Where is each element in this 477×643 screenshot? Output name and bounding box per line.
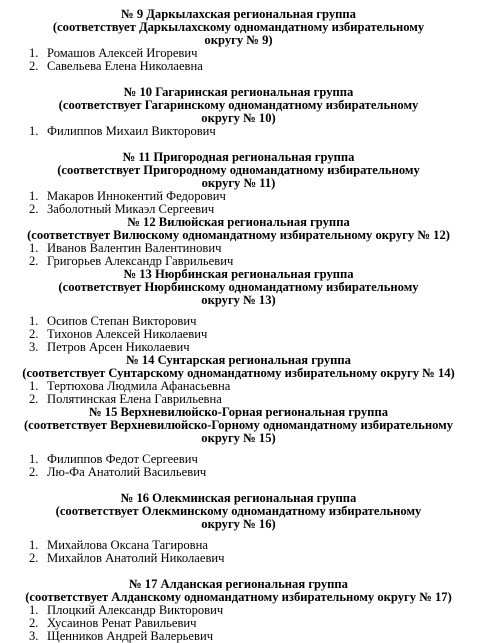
member-name: Ромашов Алексей Игоревич [47, 46, 198, 60]
regional-group-14 [0, 354, 477, 406]
member-name: Иванов Валентин Валентинович [47, 241, 222, 255]
member-name: Макаров Иннокентий Федорович [47, 189, 226, 203]
list-number: 1. [29, 603, 39, 617]
group-heading [0, 354, 477, 380]
group-subtitle: округу № 16) [201, 517, 276, 531]
member-name: Михайлов Анатолий Николаевич [47, 551, 225, 565]
group-title: № 14 Сунтарская региональная группа [126, 353, 351, 367]
group-title: № 9 Даркылахская региональная группа [121, 7, 356, 21]
member-name: Плоцкий Александр Викторович [47, 603, 224, 617]
list-number: 3. [29, 629, 39, 643]
list-number: 2. [29, 327, 39, 341]
group-subtitle: округу № 11) [201, 176, 276, 190]
list-number: 1. [29, 241, 39, 255]
group-subtitle: (соответствует Нюрбинскому одномандатному избирательному [58, 280, 419, 294]
list-number: 2. [29, 465, 39, 479]
list-item [0, 630, 477, 643]
member-name: Савельева Елена Николаевна [47, 59, 203, 73]
list-number: 3. [29, 340, 39, 354]
group-heading [0, 578, 477, 604]
member-list [0, 47, 477, 73]
group-subtitle: (соответствует Вилюскому одномандатному избирательному округу № 12) [27, 228, 450, 242]
group-subtitle: (соответствует Олекминскому одномандатному избирательному [55, 504, 422, 518]
group-heading [0, 492, 477, 531]
group-subtitle: (соответствует Даркылахскому одномандатному избирательному [52, 20, 425, 34]
member-name: Осипов Степан Викторович [47, 314, 197, 328]
group-subtitle: (соответствует Алданскому одномандатному избирательному округу № 17) [25, 590, 452, 604]
list-item [0, 60, 477, 73]
group-title: № 15 Верхневилюйско-Горная региональная группа [88, 405, 388, 419]
group-heading [0, 86, 477, 125]
member-list [0, 539, 477, 565]
list-item [0, 203, 477, 216]
list-number: 2. [29, 254, 39, 268]
list-number: 1. [29, 538, 39, 552]
list-item [0, 393, 477, 406]
list-number: 1. [29, 189, 39, 203]
list-item [0, 617, 477, 630]
list-item [0, 125, 477, 138]
member-list [0, 604, 477, 643]
member-list [0, 453, 477, 479]
list-number: 1. [29, 124, 39, 138]
group-title: № 12 Вилюйская региональная группа [127, 215, 350, 229]
list-number: 2. [29, 616, 39, 630]
regional-group-13 [0, 268, 477, 354]
list-number: 1. [29, 379, 39, 393]
member-list [0, 242, 477, 268]
list-item [0, 255, 477, 268]
member-name: Хусаинов Ренат Равильевич [47, 616, 197, 630]
list-item [0, 604, 477, 617]
group-title: № 10 Гагаринская региональная группа [123, 85, 354, 99]
member-name: Филиппов Михаил Викторович [47, 124, 216, 138]
member-name: Лю-Фа Анатолий Васильевич [47, 465, 207, 479]
group-subtitle: (соответствует Гагаринскому одномандатному избирательному [58, 98, 419, 112]
group-subtitle: (соответствует Сунтарскому одномандатному избирательному округу № 14) [22, 366, 455, 380]
member-name: Михайлова Оксана Тагировна [47, 538, 208, 552]
list-item [0, 466, 477, 479]
member-name: Тихонов Алексей Николаевич [47, 327, 208, 341]
document-page [0, 8, 477, 643]
member-name: Полятинская Елена Гаврильевна [47, 392, 222, 406]
list-item [0, 552, 477, 565]
member-list [0, 315, 477, 354]
regional-group-11 [0, 151, 477, 216]
list-number: 1. [29, 314, 39, 328]
member-name: Григорьев Александр Гаврильевич [47, 254, 234, 268]
list-number: 1. [29, 452, 39, 466]
list-number: 2. [29, 59, 39, 73]
list-number: 2. [29, 202, 39, 216]
member-list [0, 190, 477, 216]
list-number: 2. [29, 392, 39, 406]
group-subtitle: округу № 10) [201, 111, 276, 125]
group-heading [0, 151, 477, 190]
group-subtitle: (соответствует Верхневилюйско-Горному одномандатному избирательному [23, 418, 454, 432]
member-list [0, 380, 477, 406]
member-name: Заболотный Микаэл Сергеевич [47, 202, 215, 216]
group-subtitle: округу № 13) [201, 293, 276, 307]
regional-group-9 [0, 8, 477, 73]
regional-group-12 [0, 216, 477, 268]
list-number: 1. [29, 46, 39, 60]
group-title: № 11 Пригородная региональная группа [122, 150, 355, 164]
regional-group-15 [0, 406, 477, 479]
group-title: № 16 Олекминская региональная группа [120, 491, 357, 505]
group-heading [0, 8, 477, 47]
regional-group-17 [0, 578, 477, 643]
member-name: Петров Арсен Николаевич [47, 340, 190, 354]
member-name: Филиппов Федот Сергеевич [47, 452, 198, 466]
group-heading [0, 268, 477, 307]
member-list [0, 125, 477, 138]
member-name: Тертюхова Людмила Афанасьевна [47, 379, 231, 393]
list-number: 2. [29, 551, 39, 565]
group-subtitle: округу № 9) [204, 33, 273, 47]
group-heading [0, 406, 477, 445]
regional-group-16 [0, 492, 477, 565]
member-name: Щенников Андрей Валерьевич [47, 629, 214, 643]
group-subtitle: округу № 15) [201, 431, 276, 445]
list-item [0, 341, 477, 354]
group-title: № 17 Алданская региональная группа [129, 577, 348, 591]
group-subtitle: (соответствует Пригородному одномандатному избирательному [57, 163, 420, 177]
group-heading [0, 216, 477, 242]
group-title: № 13 Нюрбинская региональная группа [123, 267, 354, 281]
regional-group-10 [0, 86, 477, 138]
